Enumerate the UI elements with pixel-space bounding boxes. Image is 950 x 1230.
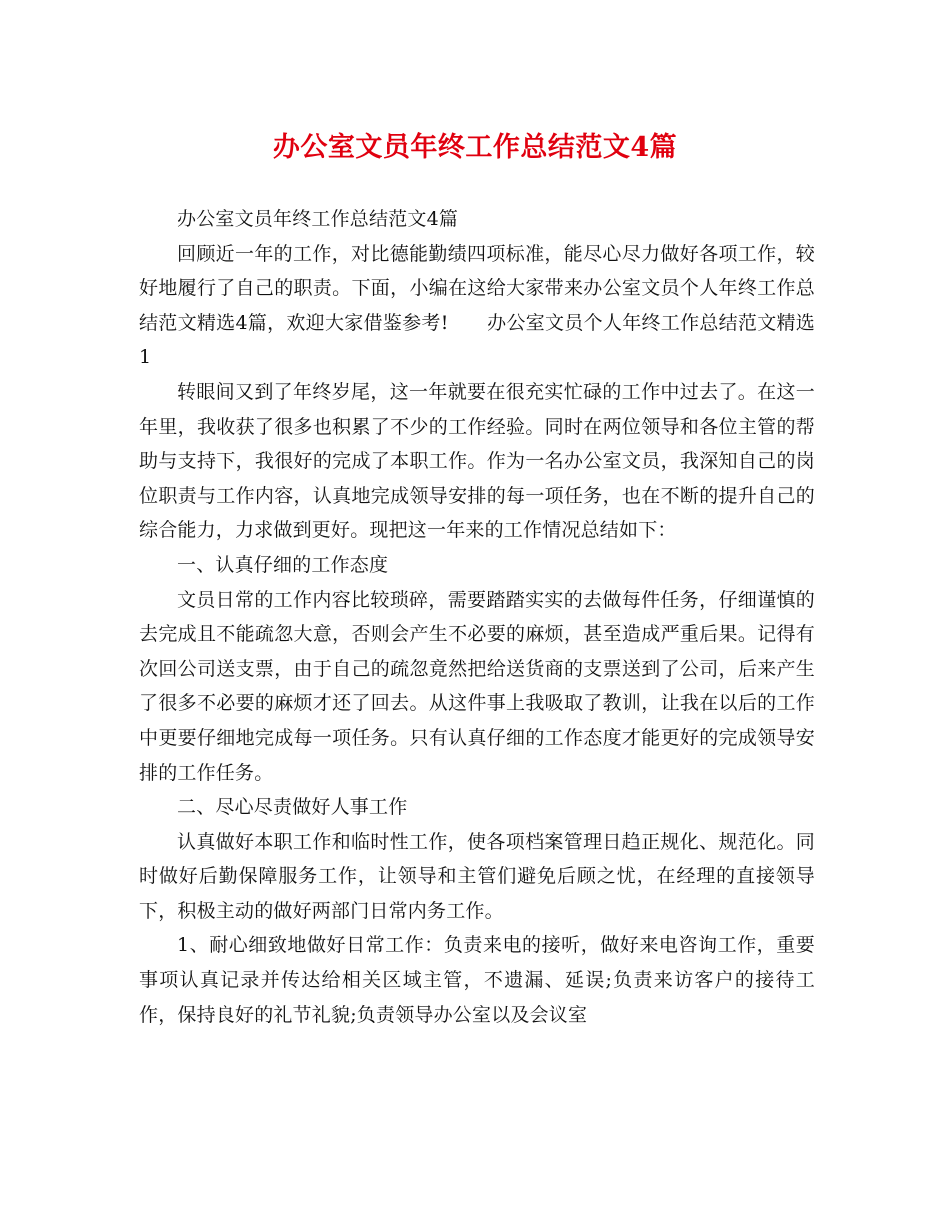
paragraph-intro: 回顾近一年的工作，对比德能勤绩四项标准，能尽心尽力做好各项工作，较好地履行了自己的职责。下面，小编在这给大家带来办公室文员个人年终工作总结范文精选4篇，欢迎大家借鉴参考! 办公室文员个人年终工作总结范文精选1 [139,242,815,369]
document-title: 办公室文员年终工作总结范文4篇 [272,132,678,163]
paragraph-attitude: 文员日常的工作内容比较琐碎，需要踏踏实实的去做每件任务，仔细谨慎的去完成且不能疏忽大意，否则会产生不必要的麻烦，甚至造成严重后果。记得有次回公司送支票，由于自己的疏忽竟然把给送货商的支票送到了公司，后来产生了很多不必要的麻烦才还了回去。从这件事上我吸取了教训，让我在以后的工作中更要仔细地完成每一项任务。只有认真仔细的工作态度才能更好的完成领导安排的工作任务。 [139,588,815,784]
document-body [139,202,815,1032]
section-heading-2: 二、尽心尽责做好人事工作 [177,796,408,819]
paragraph-year-end: 转眼间又到了年终岁尾，这一年就要在很充实忙碌的工作中过去了。在这一年里，我收获了很多也积累了不少的工作经验。同时在两位领导和各位主管的帮助与支持下，我很好的完成了本职工作。作为一名办公室文员，我深知自己的岗位职责与工作内容，认真地完成领导安排的每一项任务，也在不断的提升自己的综合能力，力求做到更好。现把这一年来的工作情况总结如下： [139,380,815,542]
paragraph-daily-work: 1、耐心细致地做好日常工作：负责来电的接听，做好来电咨询工作，重要事项认真记录并传达给相关区域主管，不遗漏、延误;负责来访客户的接待工作，保持良好的礼节礼貌;负责领导办公室以及会议室 [139,934,815,1026]
section-heading-1: 一、认真仔细的工作态度 [177,553,389,576]
paragraph-hr-work: 认真做好本职工作和临时性工作，使各项档案管理日趋正规化、规范化。同时做好后勤保障服务工作，让领导和主管们避免后顾之忧，在经理的直接领导下，积极主动的做好两部门日常内务工作。 [139,830,815,922]
paragraph-heading-repeat: 办公室文员年终工作总结范文4篇 [177,208,459,230]
